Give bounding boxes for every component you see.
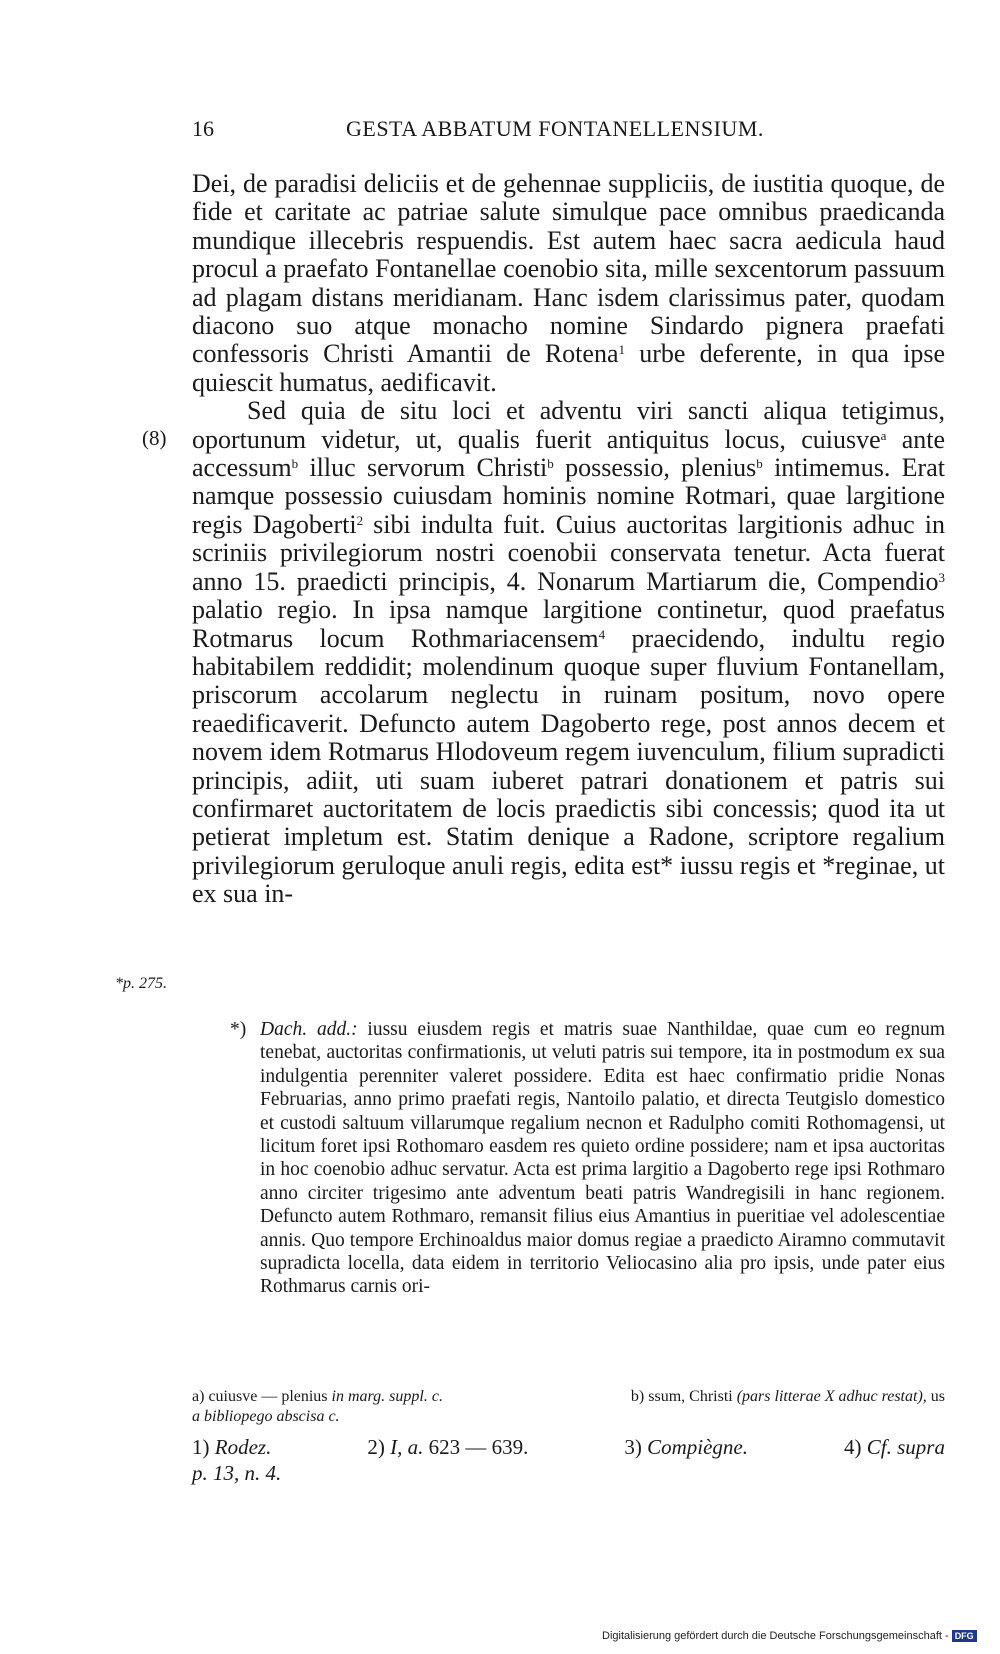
paragraph-2: Sed quia de situ loci et adventu viri sancti aliqua tetigimus, oportunum videtur, ut, qualis fuerit antiquitus locus, cuiusve$^a$ ante accessum$^b$ illuc servorum Christi$^b$ possessio, plenius$^b$ intimemus. Erat namque possessio cuiusdam hominis nomine Rotmari, quae largitione regis Dagoberti$^2$ sibi indulta fuit. Cuius auctoritas largitionis adhuc in scriniis privilegiorum nostri coenobii conservata tenetur. Acta fuerat anno 15. praedicti principis, 4. Nonarum Martiarum die, Compendio$^3$ palatio regio. In ipsa namque largitione continetur, quod praefatus Rotmarus locum Rothmariacensem$^4$ praecidendo, indultu regio habitabilem reddidit; molendinum quoque super fluvium Fontanellam, priscorum accolarum neglectu in ruinam positum, novo opere reaedificaverit. Defuncto autem Dagoberto rege, post annos decem et novem idem Rotmarus Hlodoveum regem iuvenculum, filium supradicti principis, adiit, uti suam iuberet patrari donationem et patris sui confirmaret auctoritatem de locis praedictis sibi concessis; quod ita ut petierat impletum est. Statim denique a Radone, scriptore regalium privilegiorum geruloque anuli regis, edita est* iussu regis et *reginae, ut ex sua in- <box>192 396 946 909</box>
paragraph-1: Dei, de paradisi deliciis et de gehennae suppliciis, de iustitia quoque, de fide et caritate ac patriae salute simulque pace omnibus praedicanda mundique illecebris respuendis. Est autem haec sacra aedicula haud procul a praefato Fontanellae coenobio sita, mille sexcentorum passuum ad plagam distans meridianam. Hanc isdem clarissimus pater, quodam diacono suo atque monacho nomine Sindardo pignera praefati confessoris Christi Amantii de Rotena$^1$ urbe deferente, in qua ipse quiescit humatus, aedificavit. <box>192 169 945 397</box>
note-marker: *) <box>230 1019 247 1040</box>
variant-note <box>230 1018 945 1299</box>
footnote-4: 4) Cf. supra <box>844 1435 945 1459</box>
running-title: GESTA ABBATUM FONTANELLENSIUM. <box>346 116 764 141</box>
footnote-2: 2) I, a. 623 — 639. <box>367 1435 529 1459</box>
apparatus-entry-a: a) cuiusve — plenius in marg. suppl. c. <box>192 1388 443 1405</box>
digitization-credit <box>602 1630 998 1642</box>
apparatus-ref-b: b <box>547 456 554 472</box>
running-header <box>0 116 1000 150</box>
footnote-line <box>192 1434 945 1460</box>
page-marker: *p. 275. <box>115 975 167 992</box>
apparatus-entry-b: b) ssum, Christi (pars litterae X adhuc restat), us <box>630 1388 945 1405</box>
apparatus-ref-b: b <box>291 456 299 472</box>
footnote-line: p. 13, n. 4. <box>192 1461 282 1485</box>
page-number: 16 <box>192 116 214 141</box>
apparatus-ref-a: a <box>880 427 887 443</box>
section-marker: (8) <box>142 426 167 450</box>
critical-apparatus <box>192 1387 945 1427</box>
footnote-1: 1) Rodez. <box>192 1435 272 1459</box>
note-body: Dach. add.: iussu eiusdem regis et matris suae Nanthildae, quae cum eo regnum tenebat, auctoritas confirmationis, ut veluti patris sui tempore, ita in postmodum ex sua indulgentia perenniter valeret possidere. Edita est haec confirmatio pridie Nonas Februarias, anno primo praefati regis, Nantoilo palatio, et directa Teutgislo domestico et custodi saltuum villarumque regalium necnon et Radulpho comiti Rothomagensi, ut licitum foret ipsi Rothomaro easdem res quieto ordine possidere; nam et ipsa auctoritas in hoc coenobio adhuc servatur. Acta est prima largitio a Dagoberto rege ipsi Rothmaro anno circiter trigesimo ante adventum beati patris Wandregisili in hanc regionem. Defuncto autem Rothmaro, remansit filius eius Amantius in pueritiae vel adolescentiae annis. Quo tempore Erchinoaldus maior domus regiae a praedicto Airamno commutavit supradicta locella, data eidem in territorio Veliocasino alia pro ipsis, unde pater eius Rothmarus carnis ori- <box>260 1019 945 1298</box>
main-text <box>115 169 946 992</box>
apparatus-line: a bibliopego abscisa c. <box>192 1408 340 1425</box>
credit-text: Digitalisierung gefördert durch die Deutsche Forschungsgemeinschaft - <box>602 1630 949 1642</box>
footnote-ref-2: 2 <box>356 512 364 528</box>
footnote-ref-4: 4 <box>598 626 606 642</box>
footnote-ref-1: 1 <box>618 342 625 358</box>
footnote-ref-3: 3 <box>938 569 945 585</box>
footnote-3: 3) Compiègne. <box>624 1435 749 1459</box>
dfg-logo: DFG <box>952 1630 977 1642</box>
footnotes <box>192 1434 945 1486</box>
apparatus-ref-b: b <box>756 456 763 472</box>
apparatus-line <box>192 1387 945 1407</box>
note-source: Dach. add.: <box>260 1019 358 1040</box>
